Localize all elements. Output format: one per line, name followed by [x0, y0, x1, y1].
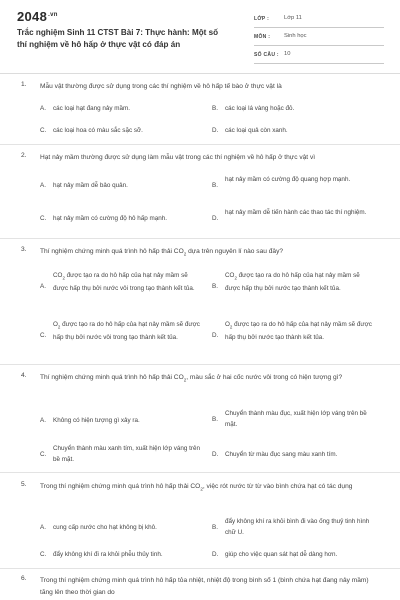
question-text: Mẫu vật thường được sử dụng trong các thí nghiệm về hô hấp tế bào ở thực vật là	[40, 83, 282, 90]
question-divider	[0, 472, 400, 473]
question-divider	[0, 364, 400, 365]
meta-value: Lớp 11	[284, 15, 302, 21]
meta-panel	[254, 14, 384, 68]
question-text: Trong thí nghiệm chứng minh quá trình hô hấp thải $CO_2$, việc rót nước từ từ vào bình chứa hạt có tác dụng	[40, 483, 353, 492]
question-text: Thí nghiệm chứng minh quá trình hô hấp thải $CO_2$, màu sắc ở hai cốc nước vôi trong có hiện tượng gì?	[40, 374, 343, 383]
meta-value: Sinh học	[284, 33, 307, 39]
question-text: Thí nghiệm chứng minh quá trình hô hấp thải $CO_2$ dựa trên nguyên lí nào sau đây?	[40, 248, 284, 257]
question-text: Trong thí nghiệm chứng minh quá trình hô hấp tỏa nhiệt, nhiệt độ trong bình số 1 (bình chứa hạt đang nảy mầm) tăng lên theo thời gian do	[40, 577, 369, 596]
meta-count	[254, 50, 384, 64]
meta-value: 10	[284, 51, 291, 57]
meta-subject	[254, 32, 384, 46]
question-number: 5.	[21, 481, 27, 488]
question-number: 2.	[21, 152, 27, 159]
meta-label: LỚP :	[254, 16, 270, 22]
meta-label: SỐ CÂU :	[254, 52, 279, 58]
question-number: 1.	[21, 81, 27, 88]
question-divider	[0, 568, 400, 569]
page-header	[0, 0, 400, 68]
page: $2048^{.vn}$ Trắc nghiệm Sinh 11 CTST Bài 7: Thực hành: Một số thí nghiệm về hô hấp ở thực vật có đáp án LỚP : Lớp 11 MÔN : Sinh học SỐ CÂU : 10 1. Mẫu vật thường được sử dụng trong các thí nghiệm về hô hấp tế bào ở thực vật là A. các loại hạt đang nảy mầm. B. các loại lá vàng hoặc đỏ. C. các loại hoa có màu sắc sặc sỡ. D. các loại quả còn xanh. 2. Hạt nảy mầm thường được sử dụng làm mẫu vật trong các thí nghiệm về hô hấp ở thực vật vì A. hạt nảy mầm dễ bảo quản. B. hạt nảy mầm có cường độ quang hợp mạnh. C. hạt nảy mầm có cường độ hô hấp mạnh. D. hạt nảy mầm dễ tiến hành các thao tác thí nghiệm. 3. Thí nghiệm chứng minh quá trình hô hấp thải $CO_2$ dựa trên nguyên lí nào sau đây? A. $CO_2$ được tạo ra do hô hấp của hạt nảy mầm sẽ được hấp thụ bởi nước vôi trong tạo thành kết tủa. B. $CO_2$ được tạo ra do hô hấp của hạt nảy mầm sẽ được hấp thụ bởi nước tạo thành kết tủa. C. $O_2$ được tạo ra do hô hấp của hạt nảy mầm sẽ được hấp thụ bởi nước vôi trong tạo thành kết tủa. D. $O_2$ được tạo ra do hô hấp của hạt nảy mầm sẽ được hấp thụ bởi nước tạo thành kết tủa. 4. Thí nghiệm chứng minh quá trình hô hấp thải $CO_2$, màu sắc ở hai cốc nước vôi trong có hiện tượng gì? A. Không có hiện tượng gì xảy ra. B. Chuyển thành màu đục, xuất hiện lớp váng trên bề mặt. C. Chuyển thành màu xanh tím, xuất hiện lớp váng trên bề mặt. D. Chuyển từ màu đục sang màu xanh tím. 5. Trong thí nghiệm chứng minh quá trình hô hấp thải $CO_2$, việc rót nước từ từ vào bình chứa hạt có tác dụng A. cung cấp nước cho hạt không bị khô. B. đẩy không khí ra khỏi bình đi vào ống thuỷ tinh hình chữ U. C. đẩy không khí đi ra khỏi phễu thủy tinh. D. giúp cho việc quan sát hạt dễ dàng hơn. 6. Trong thí nghiệm chứng minh quá trình hô hấp tỏa nhiệt, nhiệt độ trong bình số 1 (bình chứa hạt đang nảy mầm) tăng lên theo thời gian do	[0, 0, 400, 600]
question-number: 6.	[21, 575, 27, 582]
question-number: 4.	[21, 372, 27, 379]
question-text: Hạt nảy mầm thường được sử dụng làm mẫu vật trong các thí nghiệm về hô hấp ở thực vật vì	[40, 154, 316, 161]
meta-label: MÔN :	[254, 34, 271, 40]
site-logo[interactable]: $2048^{.vn}$	[17, 9, 58, 24]
question-divider	[0, 238, 400, 239]
header-divider	[0, 73, 400, 74]
question-divider	[0, 144, 400, 145]
question-number: 3.	[21, 246, 27, 253]
page-title: Trắc nghiệm Sinh 11 CTST Bài 7: Thực hành: Một số thí nghiệm về hô hấp ở thực vật có đáp án	[17, 28, 219, 49]
meta-class	[254, 14, 384, 28]
